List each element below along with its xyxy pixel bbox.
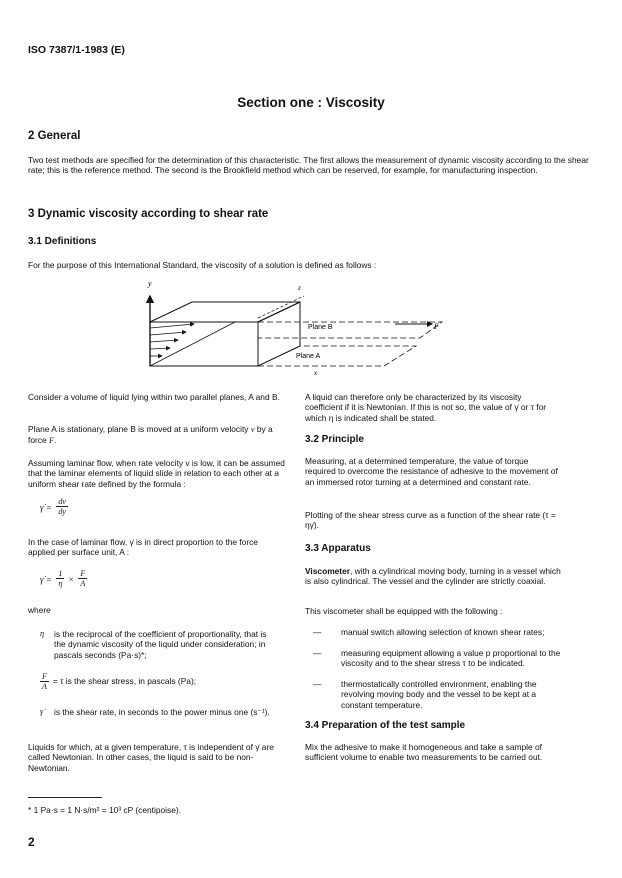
principle-text-2: Plotting of the shear stress curve as a function of the shear rate (τ = ηγ̇). [305,510,556,531]
where-item-eta: η is the reciprocal of the coefficient of proportionality, that is the dynamic viscosity of the liquid under consideration; in pascals seconds (Pa·s)*; [40,629,267,660]
principle-text-1: Measuring, at a determined temperature, the value of torque required to overcome the resistance of adhesive to the movement of an immersed rotor turning at a determined and constant rate. [305,456,558,487]
plane-b-label: Plane B [308,324,333,331]
left-para-5: Liquids for which, at a given temperature, τ is independent of γ̇ are called Newtonian. In other cases, the liquid is said to be non-Newtonian. [28,742,274,773]
apparatus-item-2: — measuring equipment allowing a value p proportional to the viscosity and to the shear stress τ to be indicated. [313,648,561,669]
where-item-tau: $\frac{F}{A}$ = τ is the shear stress, in pascals (Pa); [42,672,197,691]
apparatus-text-2: This viscometer shall be equipped with the following : [305,606,503,616]
heading-apparatus: 3.3 Apparatus [305,543,371,554]
plane-a-label: Plane A [296,353,321,360]
x-axis-label: x [314,369,318,376]
left-para-3: Assuming laminar flow, when rate velocity v is low, it can be assumed that the laminar elements of liquid slide in relation to each other at a uniform shear rate defined by the formula : [28,458,285,489]
velocity-arrow [150,348,170,349]
liquid-volume-side [258,302,300,366]
shear-rate-equation: γ̇ = $\frac{dv}{dy}$ [40,497,66,516]
left-para-4: In the case of laminar flow, γ̇ is in direct proportion to the force applied per surface unit, A : [28,537,258,558]
document-id: ISO 7387/1-1983 (E) [28,44,125,56]
z-axis-label: z [298,284,301,292]
velocity-arrow [150,340,178,342]
liquid-volume-front [150,322,258,366]
heading-preparation: 3.4 Preparation of the test sample [305,720,466,731]
left-para-1: Consider a volume of liquid lying within two parallel planes, A and B. [28,392,280,402]
force-label: F [434,322,439,331]
liquid-volume-top [150,302,300,322]
viscosity-equation: γ̇ = $\frac{1}{\eta}$ × $\frac{F}{A}$ [40,569,86,588]
heading-principle: 3.2 Principle [305,434,364,445]
where-item-gamma: γ̇ is the shear rate, in seconds to the power minus one (s⁻¹). [40,707,270,717]
apparatus-item-3: — thermostatically controlled environment, enabling the revolving moving body and the vessel to be kept at a constant temperature. [313,679,537,710]
shear-diagram [140,278,460,376]
plane-a [258,346,416,366]
heading-general: 2 General [28,130,81,142]
footnote-rule [28,797,102,798]
left-para-2: Plane A is stationary, plane B is moved at a uniform velocity v by a force F. [28,424,273,446]
heading-dynamic-viscosity: 3 Dynamic viscosity according to shear rate [28,208,269,220]
apparatus-text-1: Viscometer, with a cylindrical moving body, turning in a vessel which is also cylindrical. The vessel and the cylinder are strictly coaxial. [305,566,561,587]
general-text: Two test methods are specified for the determination of this characteristic. The first allows the measurement of dynamic viscosity according to the shear rate; this is the reference method. The second is the Brookfield method which can be reserved, for example, for manufacturing inspection. [28,155,589,176]
page-number: 2 [28,835,35,849]
z-axis [258,296,304,318]
heading-definitions: 3.1 Definitions [28,236,97,247]
apparatus-item-1: — manual switch allowing selection of known shear rates; [313,627,545,637]
definitions-intro: For the purpose of this International Standard, the viscosity of a solution is defined as follows : [28,260,377,270]
section-title: Section one : Viscosity [237,95,385,110]
velocity-gradient-line [150,322,235,366]
footnote: * 1 Pa·s = 1 N·s/m² = 10³ cP (centipoise). [28,805,181,815]
where-label: where [28,605,51,615]
y-axis-label: y [148,279,152,288]
preparation-text: Mix the adhesive to make it homogeneous and take a sample of sufficient volume to enable two measurements to be carried out. [305,742,543,763]
velocity-arrow [150,332,186,335]
right-para-1: A liquid can therefore only be characterized by its viscosity coefficient if it is Newtonian. If this is not so, the value of γ̇ or τ for which η is indicated shall be stated. [305,392,547,423]
velocity-arrow [150,324,194,328]
